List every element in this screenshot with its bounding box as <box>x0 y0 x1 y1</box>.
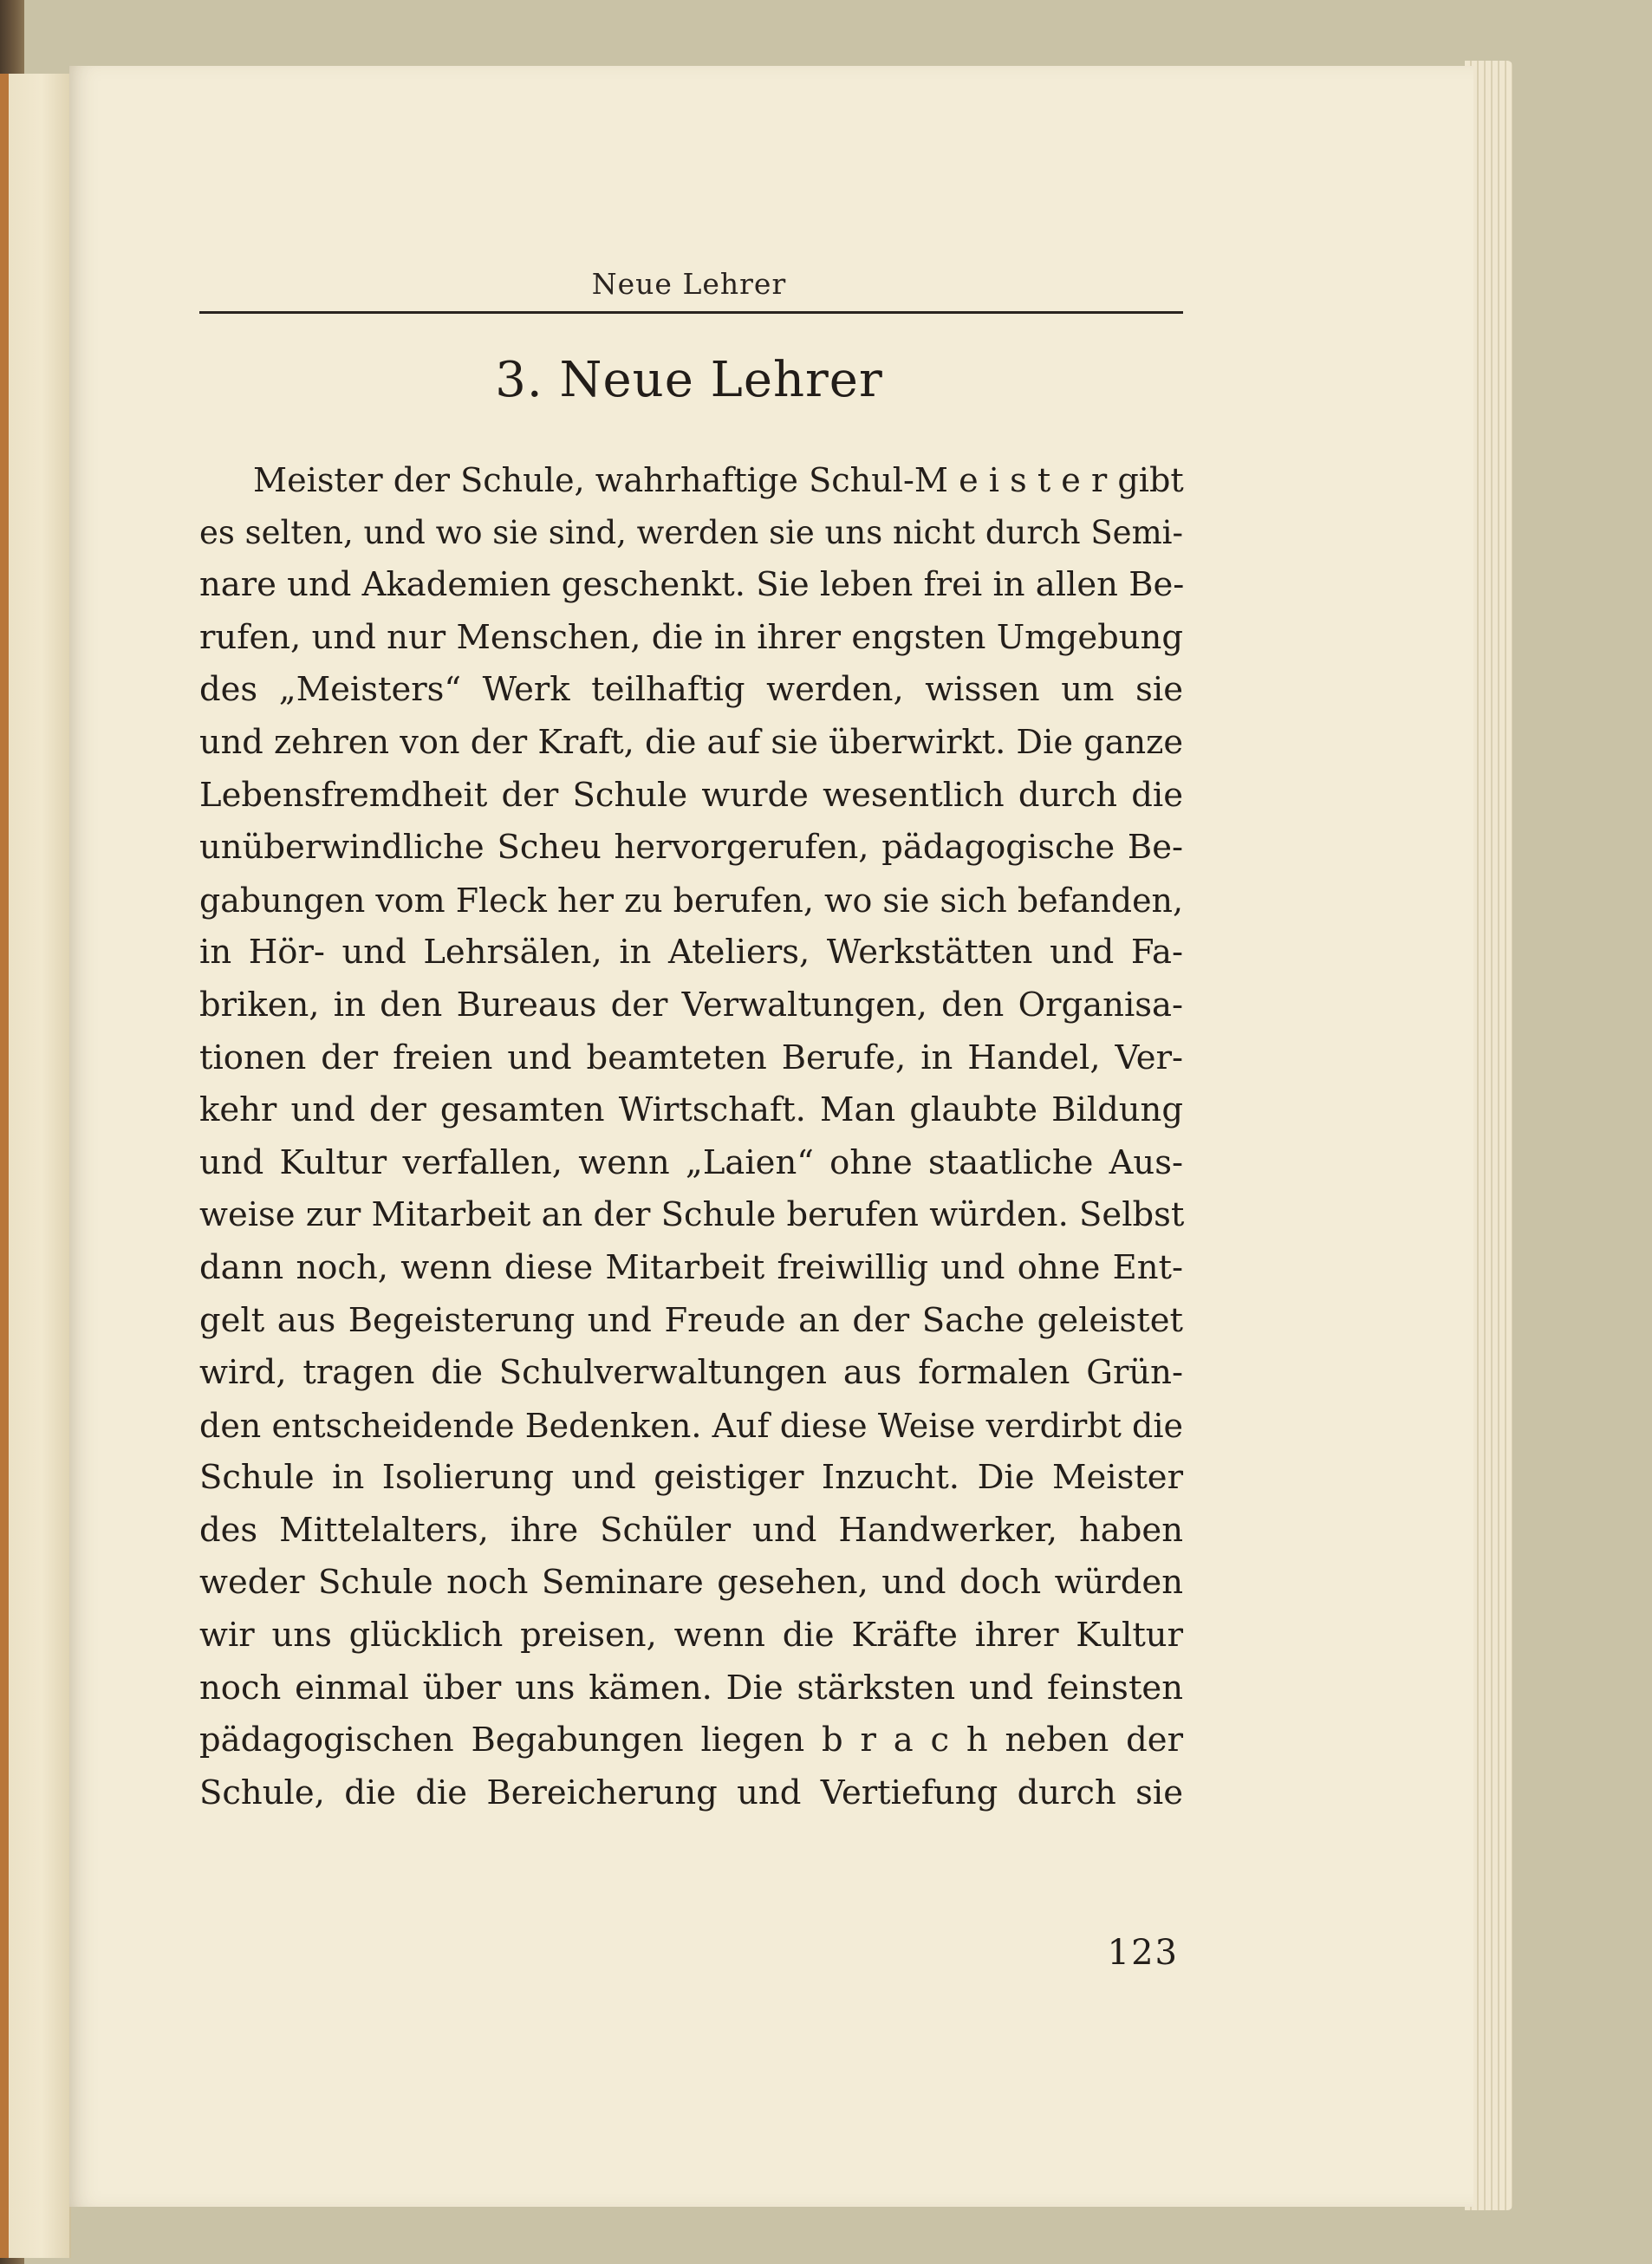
text-line: und zehren von der Kraft, die auf sie überwirkt. Die ganze <box>199 722 1183 762</box>
text-line: weder Schule noch Seminare gesehen, und doch würden <box>199 1563 1183 1603</box>
text-line: in Hör- und Lehrsälen, in Ateliers, Werkstätten und Fa- <box>199 933 1183 973</box>
text-line: des Mittelalters, ihre Schüler und Handwerker, haben <box>199 1510 1183 1550</box>
text-line: unüberwindliche Scheu hervorgerufen, pädagogische Be- <box>199 828 1183 868</box>
page-number: 123 <box>1107 1933 1179 1973</box>
body-paragraph <box>199 454 1183 1819</box>
text-line: wird, tragen die Schulverwaltungen aus formalen Grün- <box>199 1353 1183 1393</box>
text-line: dann noch, wenn diese Mitarbeit freiwillig und ohne Ent- <box>199 1247 1183 1287</box>
text-line: Meister der Schule, wahrhaftige Schul-M e i s t e r gibt <box>253 461 1184 499</box>
text-line: briken, in den Bureaus der Verwaltungen, den Organisa- <box>199 985 1183 1025</box>
binding-tape <box>0 74 9 2258</box>
text-line: Lebensfremdheit der Schule wurde wesentlich durch die <box>199 775 1183 815</box>
text-line: pädagogischen Begabungen liegen b r a c h neben der <box>199 1721 1183 1760</box>
text-line: und Kultur verfallen, wenn „Laien“ ohne staatliche Aus- <box>199 1142 1183 1182</box>
text-line: weise zur Mitarbeit an der Schule berufen würden. Selbst <box>199 1195 1185 1235</box>
text-line: den entscheidende Bedenken. Auf diese Weise verdirbt die <box>199 1406 1183 1445</box>
text-line: Schule, die die Bereicherung und Vertiefung durch sie <box>199 1773 1183 1812</box>
text-line: gabungen vom Fleck her zu berufen, wo sie sich befanden, <box>199 881 1184 920</box>
previous-page-edge <box>0 74 71 2258</box>
chapter-title: 3. Neue Lehrer <box>495 352 883 408</box>
running-head: Neue Lehrer <box>591 267 787 301</box>
text-line: wir uns glücklich preisen, wenn die Kräfte ihrer Kultur <box>199 1616 1183 1656</box>
book-page <box>69 66 1473 2207</box>
text-line: rufen, und nur Menschen, die in ihrer engsten Umgebung <box>199 617 1183 657</box>
header-rule <box>199 311 1183 314</box>
text-line: nare und Akademien geschenkt. Sie leben frei in allen Be- <box>199 565 1185 605</box>
text-line: des „Meisters“ Werk teilhaftig werden, wissen um sie <box>199 670 1183 710</box>
text-line: Schule in Isolierung und geistiger Inzucht. Die Meister <box>199 1458 1183 1498</box>
text-line: kehr und der gesamten Wirtschaft. Man glaubte Bildung <box>199 1090 1183 1130</box>
text-line: gelt aus Begeisterung und Freude an der Sache geleistet <box>199 1300 1183 1340</box>
text-line: es selten, und wo sie sind, werden sie uns nicht durch Semi- <box>199 513 1183 551</box>
text-line: noch einmal über uns kämen. Die stärksten und feinsten <box>199 1668 1183 1708</box>
text-line: tionen der freien und beamteten Berufe, in Handel, Ver- <box>199 1038 1183 1077</box>
